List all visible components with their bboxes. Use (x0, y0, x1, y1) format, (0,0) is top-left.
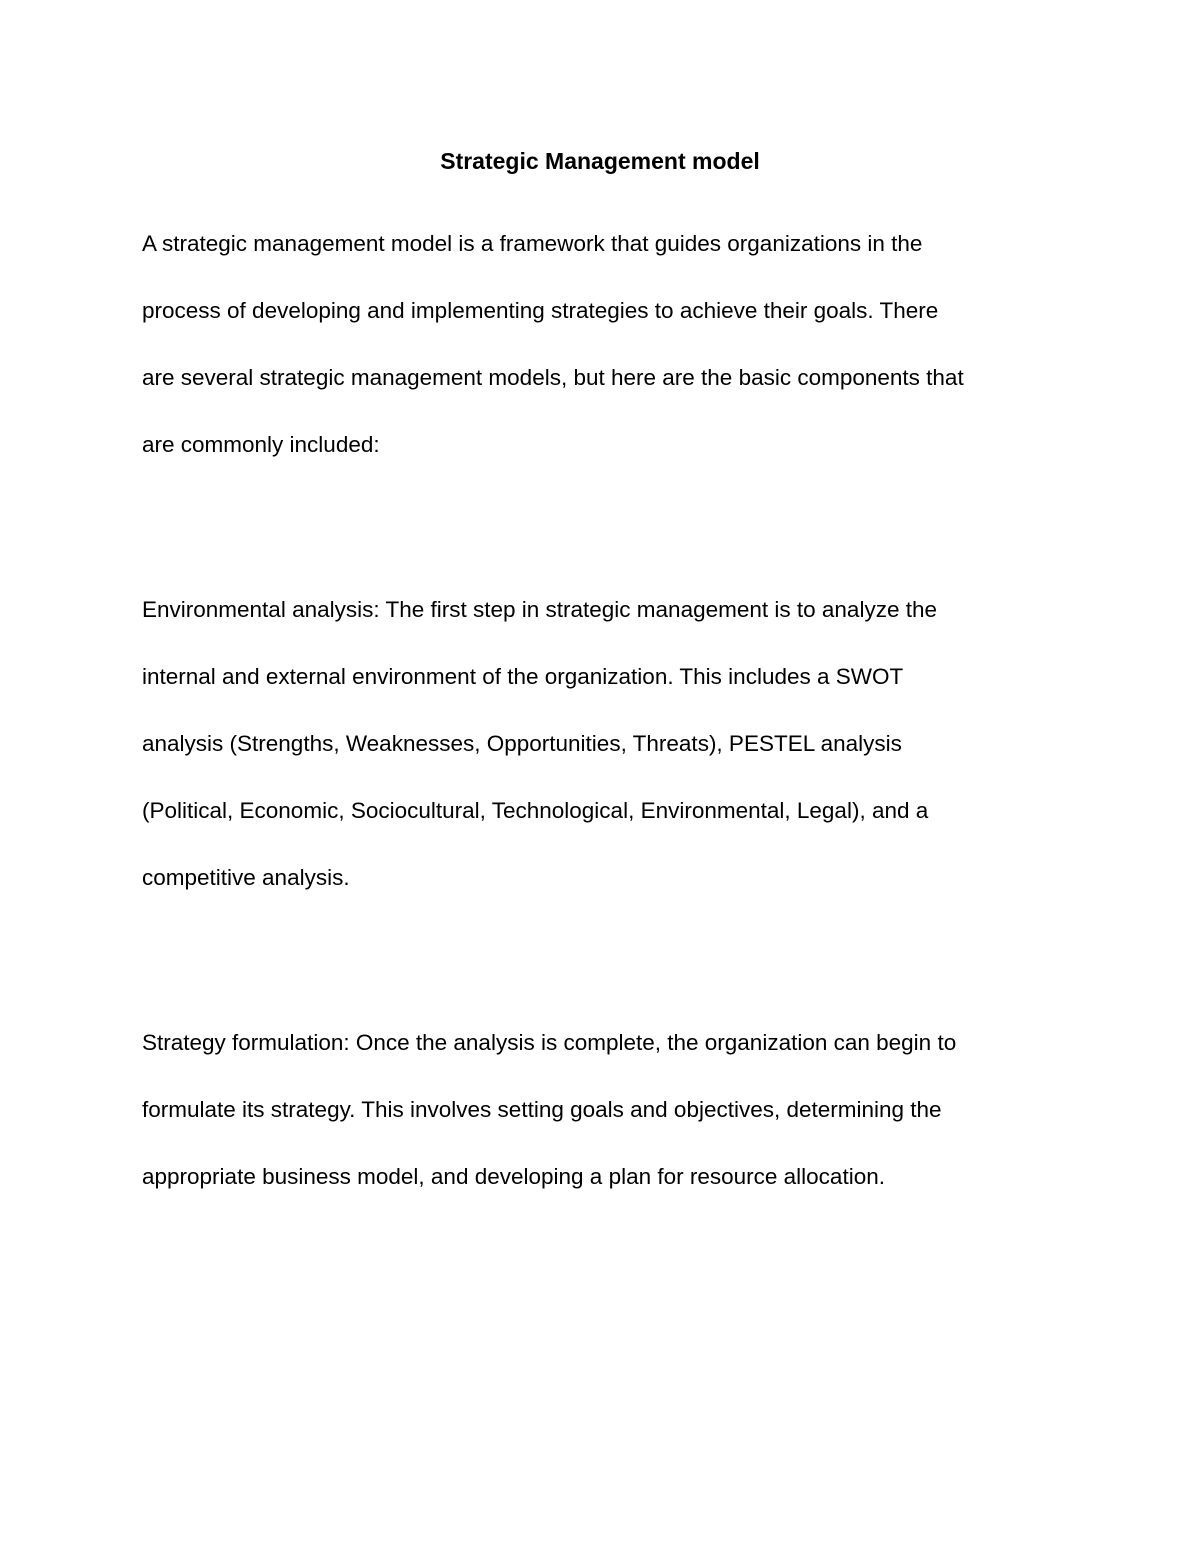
paragraph-line: (Political, Economic, Sociocultural, Technological, Environmental, Legal), and a (142, 798, 929, 823)
paragraph-intro (142, 210, 1077, 478)
paragraph-line: are several strategic management models, but here are the basic components that (142, 365, 964, 390)
paragraph-line: are commonly included: (142, 432, 380, 457)
paragraph-line: Environmental analysis: The first step in strategic management is to analyze the (142, 597, 937, 622)
paragraph-line: competitive analysis. (142, 865, 350, 890)
paragraph-line: process of developing and implementing strategies to achieve their goals. There (142, 298, 939, 323)
paragraph-line: Strategy formulation: Once the analysis is complete, the organization can begin to (142, 1030, 957, 1055)
paragraph-strategy-formulation (142, 1009, 1077, 1210)
paragraph-line: internal and external environment of the organization. This includes a SWOT (142, 664, 904, 689)
paragraph-line: A strategic management model is a framework that guides organizations in the (142, 231, 923, 256)
paragraph-line: appropriate business model, and developing a plan for resource allocation. (142, 1164, 885, 1189)
paragraph-environmental-analysis (142, 576, 1077, 911)
paragraph-line: analysis (Strengths, Weaknesses, Opportunities, Threats), PESTEL analysis (142, 731, 902, 756)
document-title: Strategic Management model (440, 148, 760, 174)
paragraph-line: formulate its strategy. This involves setting goals and objectives, determining the (142, 1097, 942, 1122)
